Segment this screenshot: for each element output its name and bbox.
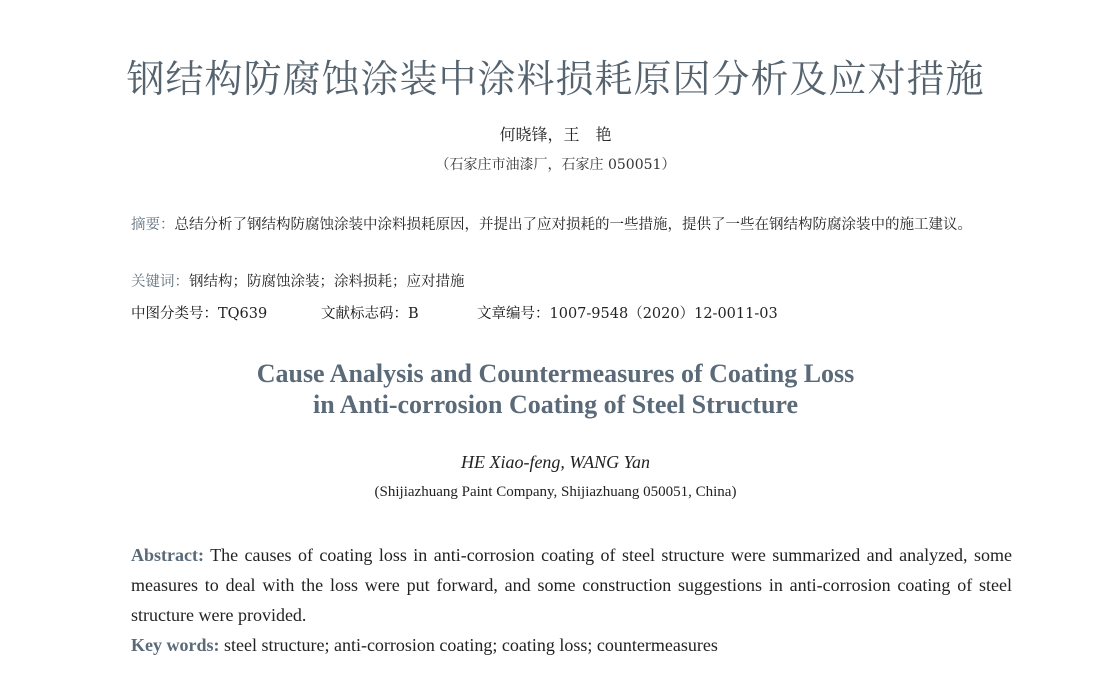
chinese-abstract-text: 总结分析了钢结构防腐蚀涂装中涂料损耗原因，并提出了应对损耗的一些措施，提供了一些在钢结构防腐涂装中的施工建议。 xyxy=(174,217,972,233)
chinese-abstract-label: 摘要： xyxy=(131,217,175,233)
english-keywords-label: Key words: xyxy=(131,635,220,655)
document-code-label: 文献标志码： xyxy=(321,306,408,322)
chinese-keywords xyxy=(131,270,1011,294)
article-number-value: 1007-9548（2020）12-0011-03 xyxy=(549,306,778,322)
document-code xyxy=(321,302,419,326)
english-abstract-text: The causes of coating loss in anti-corrosion coating of steel structure were summarized and analyzed, some measures to deal with the loss were put forward, and some construction suggestions in anti-corrosion coating of steel structure were provided. xyxy=(131,545,1012,625)
article-number-label: 文章编号： xyxy=(477,306,550,322)
document-code-value: B xyxy=(408,306,419,322)
english-authors: HE Xiao-feng, WANG Yan xyxy=(460,452,651,472)
chinese-abstract xyxy=(131,210,1011,240)
english-affiliation: (Shijiazhuang Paint Company, Shijiazhuang 050051, China) xyxy=(374,484,737,500)
english-abstract xyxy=(131,540,1012,630)
classification-line xyxy=(131,302,1011,326)
english-keywords xyxy=(131,630,1012,660)
clc-label: 中图分类号： xyxy=(131,306,218,322)
clc-value: TQ639 xyxy=(218,306,268,322)
article-number xyxy=(477,302,778,326)
english-keywords-text: steel structure; anti-corrosion coating; coating loss; countermeasures xyxy=(219,635,718,655)
chinese-keywords-label: 关键词： xyxy=(131,274,189,290)
english-title xyxy=(0,358,1111,420)
clc-number xyxy=(131,302,267,326)
english-abstract-label: Abstract: xyxy=(131,545,204,565)
chinese-affiliation: （石家庄市油漆厂，石家庄 050051） xyxy=(435,157,676,173)
english-title-line-2: in Anti-corrosion Coating of Steel Structure xyxy=(312,390,799,419)
chinese-title: 钢结构防腐蚀涂装中涂料损耗原因分析及应对措施 xyxy=(126,57,985,101)
chinese-keywords-text: 钢结构；防腐蚀涂装；涂料损耗；应对措施 xyxy=(189,274,465,290)
english-title-line-1: Cause Analysis and Countermeasures of Coating Loss xyxy=(256,359,855,388)
chinese-authors: 何晓锋，王 艳 xyxy=(499,125,612,144)
